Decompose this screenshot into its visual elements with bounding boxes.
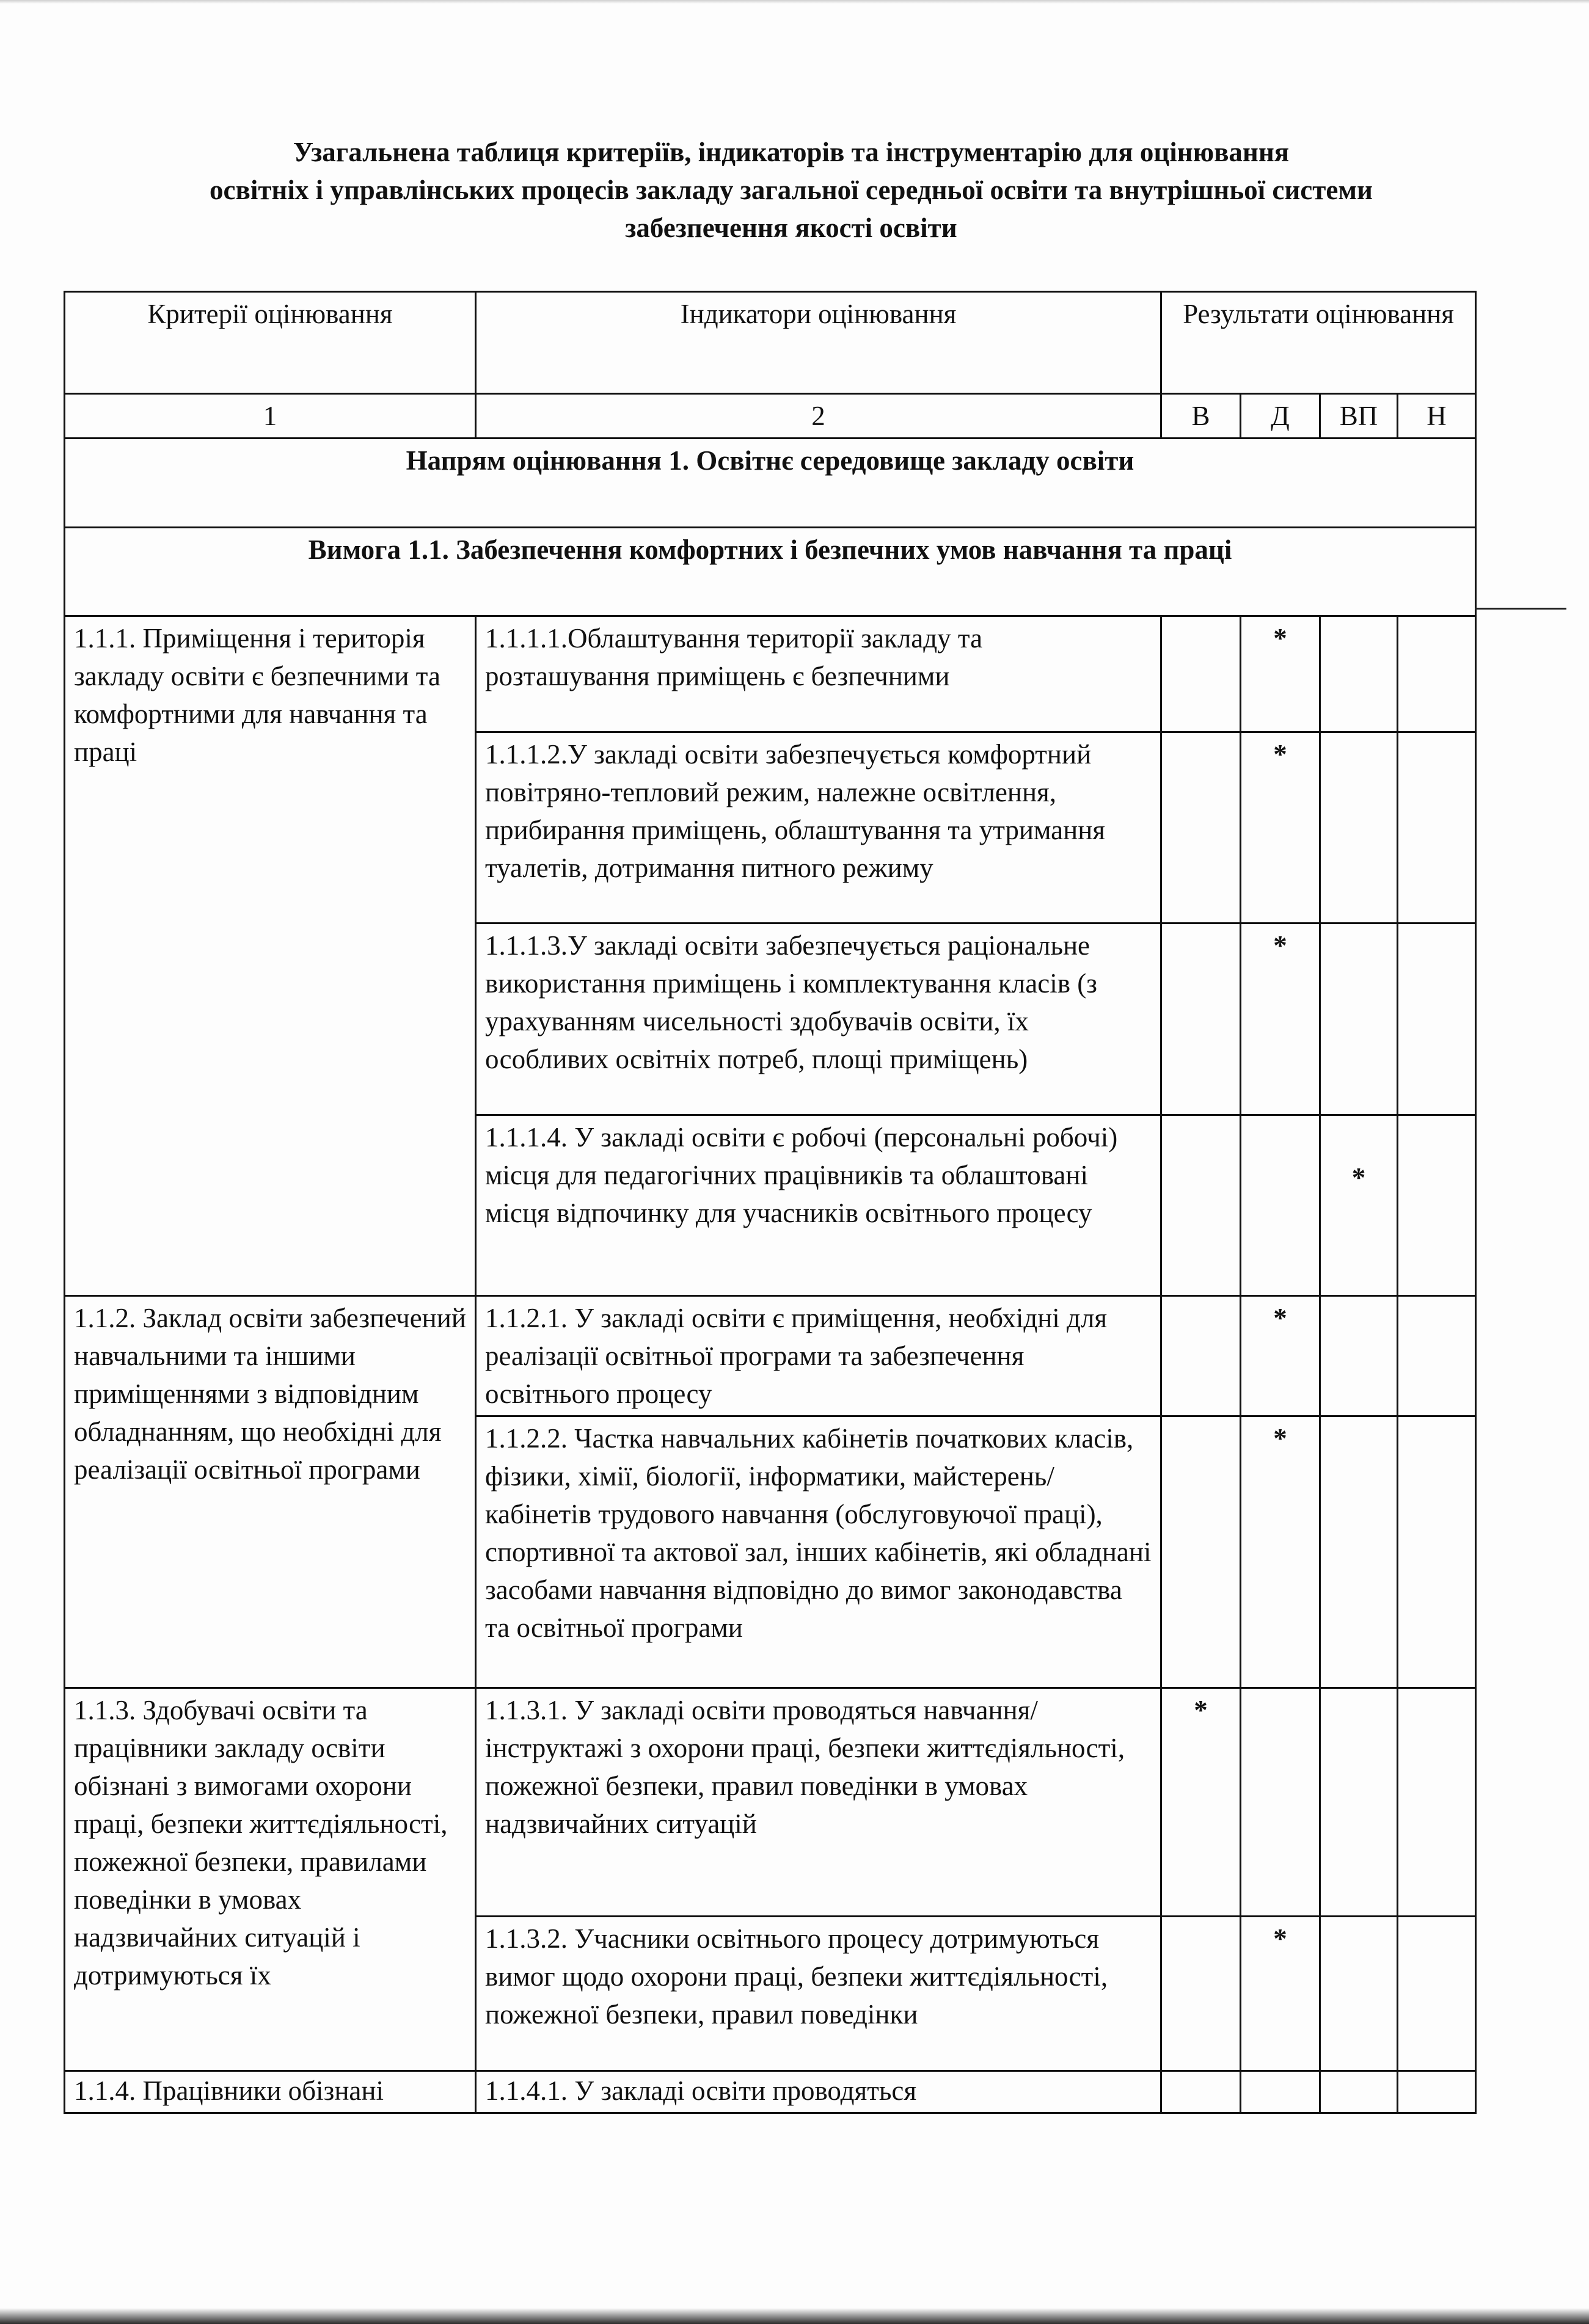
indicator-1-1-2-1: 1.1.2.1. У закладі освіти є приміщення, необхідні для реалізації освітньої програми та забезпечення освітнього процесу	[476, 1296, 1161, 1416]
indicator-1-1-1-1: 1.1.1.1.Облаштування території закладу та розташування приміщень є безпечними	[476, 616, 1161, 732]
table-row	[65, 616, 1476, 732]
criterion-1-1-4: 1.1.4. Працівники обізнані	[65, 2071, 476, 2113]
title-line-2: освітніх і управлінських процесів закладу загальної середньої освіти та внутрішньої системи	[210, 175, 1373, 205]
table-header-row	[65, 292, 1476, 394]
criterion-1-1-3: 1.1.3. Здобувачі освіти та працівники закладу освіти обізнані з вимогами охорони праці, безпеки життєдіяльності, пожежної безпеки, правилами поведінки в умовах надзвичайних ситуацій і дотримуються їх	[65, 1688, 476, 2071]
result-mark: *	[1241, 923, 1320, 1115]
level-n: Н	[1398, 394, 1476, 439]
criteria-table	[64, 291, 1477, 2114]
requirement-row	[65, 528, 1476, 616]
level-d: Д	[1241, 394, 1320, 439]
result-mark: *	[1241, 1296, 1320, 1416]
table-row	[65, 1688, 1476, 1917]
table-row	[65, 1296, 1476, 1416]
level-vp: ВП	[1320, 394, 1398, 439]
header-criteria: Критерії оцінювання	[65, 292, 476, 394]
direction-row	[65, 439, 1476, 528]
indicator-1-1-1-2: 1.1.1.2.У закладі освіти забезпечується комфортний повітряно-тепловий режим, належне освітлення, прибирання приміщень, облаштування та утримання туалетів, дотримання питного режиму	[476, 732, 1161, 923]
indicator-1-1-3-1: 1.1.3.1. У закладі освіти проводяться навчання/інструктажі з охорони праці, безпеки життєдіяльності, пожежної безпеки, правил поведінки в умовах надзвичайних ситуацій	[476, 1688, 1161, 1917]
result-mark: *	[1320, 1115, 1398, 1296]
column-number-1: 1	[65, 394, 476, 439]
indicator-1-1-1-3: 1.1.1.3.У закладі освіти забезпечується раціональне використання приміщень і комплектування класів (з урахуванням чисельності здобувачів освіти, їх особливих освітніх потреб, площі приміщень)	[476, 923, 1161, 1115]
document-title	[37, 133, 1546, 247]
column-number-2: 2	[476, 394, 1161, 439]
title-line-3: забезпечення якості освіти	[625, 213, 957, 243]
requirement-heading: Вимога 1.1. Забезпечення комфортних і безпечних умов навчання та праці	[65, 528, 1476, 616]
criterion-1-1-1: 1.1.1. Приміщення і територія закладу освіти є безпечними та комфортними для навчання та праці	[65, 616, 476, 1296]
result-mark: *	[1241, 616, 1320, 732]
column-numbers-row	[65, 394, 1476, 439]
header-results: Результати оцінювання	[1161, 292, 1476, 394]
result-mark: *	[1241, 1917, 1320, 2071]
indicator-1-1-4-1: 1.1.4.1. У закладі освіти проводяться	[476, 2071, 1161, 2113]
title-line-1: Узагальнена таблиця критеріїв, індикаторів та інструментарію для оцінювання	[293, 137, 1290, 167]
result-mark: *	[1241, 1416, 1320, 1688]
indicator-1-1-2-2: 1.1.2.2. Частка навчальних кабінетів початкових класів, фізики, хімії, біології, інформатики, майстерень/кабінетів трудового навчання (обслуговуючої праці), спортивної та актової зал, інших кабінетів, які обладнані засобами навчання відповідно до вимог законодавства та освітньої програми	[476, 1416, 1161, 1688]
header-indicators: Індикатори оцінювання	[476, 292, 1161, 394]
scan-edge-bottom	[0, 2308, 1589, 2324]
indicator-1-1-3-2: 1.1.3.2. Учасники освітнього процесу дотримуються вимог щодо охорони праці, безпеки життєдіяльності, пожежної безпеки, правил поведінки	[476, 1917, 1161, 2071]
direction-heading: Напрям оцінювання 1. Освітнє середовище закладу освіти	[65, 439, 1476, 528]
table-row	[65, 2071, 1476, 2113]
scan-edge-top	[0, 0, 1589, 4]
result-mark: *	[1161, 1688, 1241, 1917]
result-mark: *	[1241, 732, 1320, 923]
margin-rule	[1475, 608, 1566, 610]
level-v: В	[1161, 394, 1241, 439]
indicator-1-1-1-4: 1.1.1.4. У закладі освіти є робочі (персональні робочі) місця для педагогічних працівників та облаштовані місця відпочинку для учасників освітнього процесу	[476, 1115, 1161, 1296]
criterion-1-1-2: 1.1.2. Заклад освіти забезпечений навчальними та іншими приміщеннями з відповідним обладнанням, що необхідні для реалізації освітньої програми	[65, 1296, 476, 1688]
